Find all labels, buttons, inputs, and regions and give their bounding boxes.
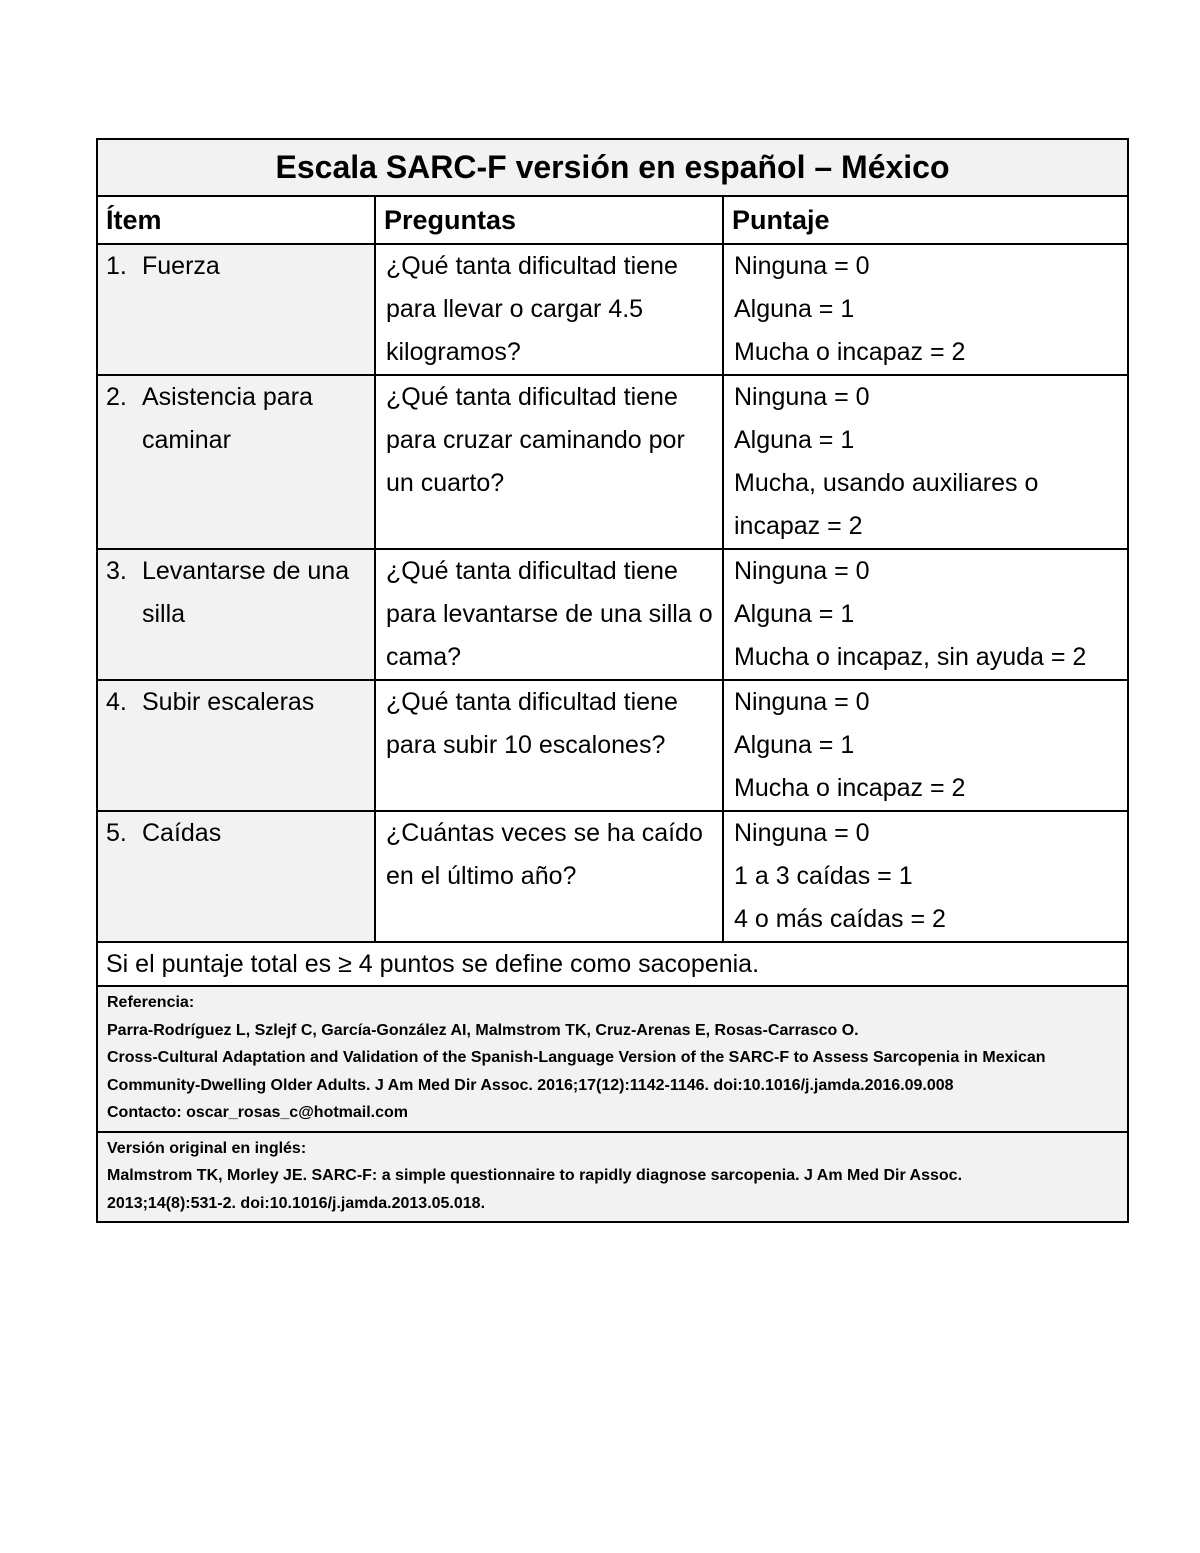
reference-line: Cross-Cultural Adaptation and Validation of the Spanish-Language Version of the SARC-F to Assess Sarcopenia in Mexican <box>107 1049 1046 1066</box>
item-cell <box>97 811 375 942</box>
score-option: 1 a 3 caídas = 1 <box>734 862 913 890</box>
sarc-f-table <box>96 138 1129 1223</box>
score-option: Mucha o incapaz = 2 <box>734 338 966 366</box>
item-label: Subir escaleras <box>142 688 315 716</box>
score-option: Ninguna = 0 <box>734 383 870 411</box>
score-cell <box>723 375 1128 549</box>
summary-note: Si el puntaje total es ≥ 4 puntos se define como sacopenia. <box>97 942 1128 986</box>
item-number: 5. <box>106 819 127 847</box>
reference-line: Parra-Rodríguez L, Szlejf C, García-González AI, Malmstrom TK, Cruz-Arenas E, Rosas-Carrasco O. <box>107 1021 859 1039</box>
score-option: 4 o más caídas = 2 <box>734 905 946 933</box>
contact-line: Contacto: oscar_rosas_c@hotmail.com <box>107 1104 409 1121</box>
table-row <box>97 244 1128 375</box>
score-option: Ninguna = 0 <box>734 252 870 280</box>
question-text: ¿Cuántas veces se ha caído en el último año? <box>375 811 723 942</box>
score-option: Alguna = 1 <box>734 600 855 628</box>
item-number: 3. <box>106 557 127 585</box>
item-label: Fuerza <box>142 252 220 280</box>
score-option: Ninguna = 0 <box>734 688 870 716</box>
reference-heading: Referencia: <box>107 994 195 1011</box>
column-header-questions: Preguntas <box>375 196 723 244</box>
table-row <box>97 549 1128 680</box>
item-cell <box>97 375 375 549</box>
item-cell <box>97 680 375 811</box>
score-cell <box>723 680 1128 811</box>
score-option: Mucha o incapaz = 2 <box>734 774 966 802</box>
question-text: ¿Qué tanta dificultad tiene para cruzar caminando por un cuarto? <box>375 375 723 549</box>
item-number: 4. <box>106 688 127 716</box>
score-option: Alguna = 1 <box>734 426 855 454</box>
original-reference-line: 2013;14(8):531-2. doi:10.1016/j.jamda.2013.05.018. <box>107 1194 486 1212</box>
table-row <box>97 680 1128 811</box>
score-option: Ninguna = 0 <box>734 557 870 585</box>
original-version-heading: Versión original en inglés: <box>107 1139 307 1157</box>
score-cell <box>723 549 1128 680</box>
question-text: ¿Qué tanta dificultad tiene para llevar o cargar 4.5 kilogramos? <box>375 244 723 375</box>
score-option: Alguna = 1 <box>734 295 855 323</box>
score-option: Mucha o incapaz, sin ayuda = 2 <box>734 643 1087 671</box>
item-label: Levantarse de una silla <box>142 557 350 628</box>
table-row <box>97 811 1128 942</box>
reference-block <box>97 986 1128 1132</box>
score-option: Ninguna = 0 <box>734 819 870 847</box>
item-number: 1. <box>106 252 127 280</box>
table-row <box>97 375 1128 549</box>
original-reference-line: Malmstrom TK, Morley JE. SARC-F: a simple questionnaire to rapidly diagnose sarcopenia. J Am Med Dir Assoc. <box>107 1167 963 1184</box>
reference-line: Community-Dwelling Older Adults. J Am Med Dir Assoc. 2016;17(12):1142-1146. doi:10.1016/j.jamda.2016.09.008 <box>107 1076 954 1094</box>
item-label: Caídas <box>142 819 222 847</box>
original-version-block <box>97 1132 1128 1223</box>
column-header-item: Ítem <box>97 196 375 244</box>
score-option: Alguna = 1 <box>734 731 855 759</box>
score-cell <box>723 811 1128 942</box>
table-title: Escala SARC-F versión en español – México <box>97 139 1128 196</box>
score-option: Mucha, usando auxiliares o incapaz = 2 <box>734 469 1039 540</box>
item-cell <box>97 549 375 680</box>
column-header-score: Puntaje <box>723 196 1128 244</box>
item-number: 2. <box>106 383 127 411</box>
question-text: ¿Qué tanta dificultad tiene para levantarse de una silla o cama? <box>375 549 723 680</box>
sarc-f-sheet <box>96 138 1127 1223</box>
score-cell <box>723 244 1128 375</box>
item-cell <box>97 244 375 375</box>
item-label: Asistencia para caminar <box>142 383 313 454</box>
question-text: ¿Qué tanta dificultad tiene para subir 10 escalones? <box>375 680 723 811</box>
